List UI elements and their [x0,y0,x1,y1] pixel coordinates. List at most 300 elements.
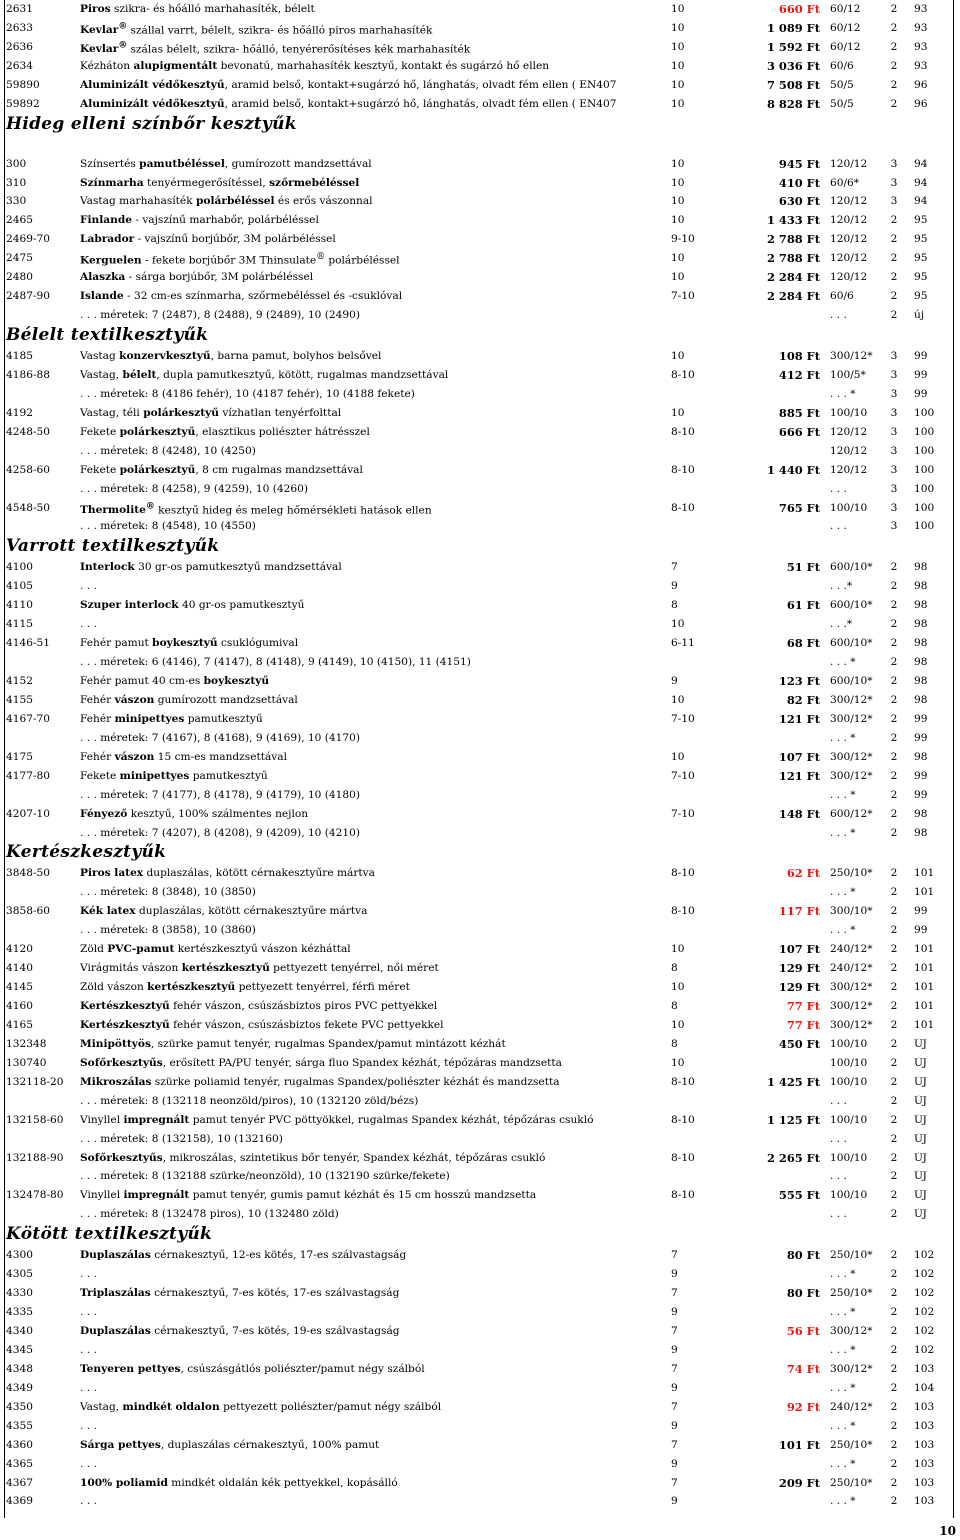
size-range: 10 [671,78,685,91]
product-description: Fehér vászon gumírozott mandzsettával [80,693,298,706]
table-row [4,653,954,672]
table-row [4,997,954,1016]
price: 68 Ft [786,636,820,651]
section-title: Hideg elleni színbőr kesztyűk [6,113,297,134]
price: 2 284 Ft [767,270,820,285]
price: 61 Ft [786,598,820,613]
price: 123 Ft [778,674,820,688]
price: 8 828 Ft [767,96,820,111]
protection-class: 2 [890,1094,898,1107]
product-description: Fehér pamut 40 cm-es boykesztyű [80,675,270,687]
packaging: 600/10* [830,637,873,650]
product-code: 4160 [6,1000,33,1012]
catalog-page: 102 [914,1343,935,1356]
protection-class: 2 [890,1495,898,1508]
table-row [4,442,954,461]
table-row [4,423,954,442]
protection-class: 2 [890,59,898,72]
product-description: . . . [80,1381,97,1394]
product-description: Piros szikra- és hőálló marhahasíték, bélelt [80,3,315,15]
protection-class: 2 [890,962,898,975]
product-description: Kék latex duplaszálas, kötött cérnakesztyűre mártva [80,905,368,918]
packaging: . . . * [830,1343,856,1356]
table-row [4,1474,954,1493]
price: 62 Ft [786,866,820,881]
product-description: Szuper interlock 40 gr-os pamutkesztyű [80,599,305,612]
price-list-rows [4,0,954,1511]
table-row [4,902,954,921]
protection-class: 2 [890,788,898,801]
catalog-page: 98 [914,618,928,631]
table-row [4,577,954,596]
packaging: 120/12 [830,252,868,265]
protection-class: 3 [890,501,898,514]
packaging: 60/12 [830,21,861,34]
product-code: 4192 [6,406,33,419]
catalog-page: 100 [914,482,935,495]
catalog-page: új [914,309,925,322]
catalog-page: 94 [914,157,928,170]
product-code: 300 [6,157,27,170]
packaging: 50/5 [830,97,854,110]
packaging: 300/12* [830,769,873,782]
product-code: 2633 [6,21,33,34]
protection-class: 2 [890,1419,898,1432]
product-description: Kézháton alupigmentált bevonatú, marhahasíték kesztyű, kontakt és sugárzó hő ellen [80,59,550,72]
table-row [4,1092,954,1111]
catalog-page: 101 [914,1018,935,1031]
product-code: 4350 [6,1400,33,1413]
product-code: 4355 [6,1419,33,1432]
catalog-page: 99 [914,712,928,725]
protection-class: 3 [890,482,898,495]
catalog-page: 98 [914,561,928,574]
protection-class: 3 [890,176,898,189]
packaging: 60/12 [830,40,861,53]
catalog-page: 103 [914,1438,935,1451]
packaging: 120/12 [830,444,868,457]
size-range: 10 [671,350,685,362]
table-row [4,940,954,959]
catalog-page: 101 [914,886,935,899]
product-description: Vastag, téli polárkesztyű vízhatlan tenyérfolttal [80,406,342,419]
size-range: 8-10 [671,905,695,918]
table-row [4,1205,954,1224]
table-row [4,1111,954,1130]
product-code: 132188-90 [6,1151,64,1164]
product-code: 4177-80 [6,769,51,782]
size-range: 9 [671,1419,678,1432]
protection-class: 2 [890,731,898,744]
size-range: 9 [671,1306,678,1319]
size-range: 8 [671,1000,678,1012]
packaging: 300/12* [830,981,873,994]
catalog-page: 100 [914,520,935,533]
catalog-page: 100 [914,501,935,514]
table-row [4,155,954,174]
catalog-page: 100 [914,406,935,419]
protection-class: 2 [890,78,898,91]
catalog-page: 101 [914,981,935,994]
price: 92 Ft [786,1399,820,1414]
protection-class: 2 [890,1151,898,1164]
section-heading [4,114,954,136]
product-description: Tenyeren pettyes, csúszásgátlós poliészter/pamut négy szálból [80,1362,425,1375]
price: 2 788 Ft [767,232,820,247]
size-range: 9 [671,675,678,687]
catalog-page: 98 [914,675,928,687]
catalog-page: 98 [914,807,928,820]
product-code: 4100 [6,561,33,574]
product-description: . . . méretek: 8 (4548), 10 (4550) [80,520,256,533]
product-code: 4105 [6,580,33,593]
table-row [4,1436,954,1455]
product-description: Zöld vászon kertészkesztyű pettyezett tenyérrel, férfi méret [80,981,410,994]
product-description: Interlock 30 gr-os pamutkesztyű mandzsettával [80,561,342,574]
packaging: 300/12* [830,1000,873,1012]
packaging: 240/12* [830,962,873,975]
catalog-page: 103 [914,1457,935,1470]
product-description: Sofőrkesztyűs, erősített PA/PU tenyér, sárga fluo Spandex kézhát, tépőzáras mandzsetta [80,1056,562,1069]
product-code: 4185 [6,350,33,362]
table-row [4,1379,954,1398]
protection-class: 2 [890,1037,898,1050]
table-row [4,1360,954,1379]
catalog-page: ÚJ [914,1075,927,1088]
product-code: 2487-90 [6,290,51,303]
product-description: Alaszka - sárga borjúbőr, 3M polárbéléssel [80,271,314,284]
catalog-page: 103 [914,1476,935,1489]
table-row [4,136,954,155]
price: 1 433 Ft [767,213,820,228]
catalog-page: 102 [914,1287,935,1300]
protection-class: 2 [890,599,898,612]
price: 107 Ft [778,749,820,764]
protection-class: 2 [890,1362,898,1375]
protection-class: 2 [890,1208,898,1221]
product-code: 2469-70 [6,233,51,246]
table-row [4,461,954,480]
catalog-page: 98 [914,750,928,763]
table-row [4,615,954,634]
table-row [4,1455,954,1474]
product-code: 2475 [6,252,33,265]
table-row [4,921,954,940]
catalog-page: ÚJ [914,1037,927,1050]
catalog-page: 98 [914,637,928,650]
catalog-page: 98 [914,693,928,706]
protection-class: 2 [890,1189,898,1202]
packaging: 100/5* [830,368,866,381]
price-list-table [4,0,954,1511]
table-row [4,76,954,95]
protection-class: 2 [890,1268,898,1281]
table-row [4,1284,954,1303]
protection-class: 2 [890,656,898,669]
product-code: 4120 [6,943,33,956]
product-code: 4155 [6,693,33,706]
catalog-page: 100 [914,425,935,438]
product-description: Fényező kesztyű, 100% szálmentes nejlon [80,807,309,820]
packaging: . . . * [830,826,856,839]
product-description: Kevlar® szállal varrt, bélelt, szikra- és hőálló piros marhahasíték [80,21,433,37]
protection-class: 2 [890,675,898,687]
price: 765 Ft [778,500,820,515]
packaging: 100/10 [830,1037,868,1050]
packaging: . . . [830,1208,847,1221]
size-range: 7 [671,1476,678,1489]
price: 209 Ft [778,1475,820,1490]
table-row [4,1303,954,1322]
packaging: 240/12* [830,943,873,956]
table-row [4,230,954,249]
price: 2 788 Ft [767,251,820,266]
packaging: 100/10 [830,1113,868,1126]
catalog-page: 99 [914,905,928,918]
product-code: 59892 [6,97,40,110]
protection-class: 2 [890,943,898,956]
protection-class: 3 [890,195,898,208]
product-description: Islande - 32 cm-es színmarha, szőrmebéléssel és -csuklóval [80,290,403,303]
product-code: 4145 [6,981,33,994]
table-row [4,558,954,577]
product-code: 132118-20 [6,1075,64,1088]
size-range: 10 [671,1018,685,1031]
price: 129 Ft [778,961,820,976]
protection-class: 2 [890,40,898,53]
protection-class: 2 [890,693,898,706]
catalog-page: 94 [914,176,928,189]
protection-class: 2 [890,1056,898,1069]
size-range: 10 [671,176,685,189]
size-range: 9 [671,580,678,593]
size-range: 7 [671,561,678,574]
product-code: 4305 [6,1268,33,1281]
catalog-page: 95 [914,233,928,246]
packaging: . . . [830,482,847,495]
protection-class: 2 [890,271,898,284]
size-range: 9 [671,1343,678,1356]
packaging: 100/10 [830,1151,868,1164]
product-description: . . . méretek: 8 (4258), 9 (4259), 10 (4260) [80,482,308,495]
packaging: 100/10 [830,1189,868,1202]
product-description: Aluminizált védőkesztyű, aramid belső, kontakt+sugárzó hő, lánghatás, olvadt fém ellen ( EN407 [80,78,617,91]
size-range: 7 [671,1325,678,1337]
product-code: 4548-50 [6,501,51,514]
catalog-page: 96 [914,78,928,91]
packaging: 60/6* [830,176,860,189]
packaging: . . . * [830,1457,856,1470]
product-description: Aluminizált védőkesztyű, aramid belső, kontakt+sugárzó hő, lánghatás, olvadt fém ellen ( EN407 [80,97,617,110]
table-row [4,306,954,325]
product-description: . . . méretek: 7 (4177), 8 (4178), 9 (4179), 10 (4180) [80,788,361,801]
product-description: . . . méretek: 8 (132188 szürke/neonzöld), 10 (132190 szürke/fekete) [80,1170,450,1183]
product-code: 4335 [6,1306,33,1319]
product-description: Duplaszálas cérnakesztyű, 12-es kötés, 17-es szálvastagság [80,1249,407,1262]
table-row [4,634,954,653]
product-code: 4367 [6,1476,33,1489]
product-description: . . . méretek: 8 (4186 fehér), 10 (4187 fehér), 10 (4188 fekete) [80,387,415,400]
price: 666 Ft [778,424,820,439]
table-row [4,959,954,978]
packaging: 100/10 [830,1056,868,1069]
product-description: Sofőrkesztyűs, mikroszálas, szintetikus bőr tenyér, Spandex kézhát, tépőzáras csukló [80,1151,546,1164]
packaging: . . . * [830,731,856,744]
price: 77 Ft [786,1017,820,1032]
catalog-page: 96 [914,97,928,110]
table-row [4,385,954,404]
packaging: 300/12* [830,1018,873,1031]
catalog-page: 103 [914,1495,935,1508]
catalog-page: 99 [914,731,928,744]
table-row [4,729,954,748]
protection-class: 2 [890,981,898,994]
product-description: . . . [80,1268,97,1281]
packaging: 250/10* [830,1249,873,1262]
product-description: Virágmitás vászon kertészkesztyű pettyezett tenyérrel, női méret [80,962,439,975]
packaging: . . . * [830,924,856,937]
price: 82 Ft [786,692,820,707]
product-code: 2465 [6,214,33,227]
table-row [4,38,954,57]
product-description: . . . méretek: 8 (4248), 10 (4250) [80,444,256,457]
product-code: 4248-50 [6,425,51,438]
price: 80 Ft [786,1286,820,1301]
product-code: 330 [6,195,27,208]
price: 885 Ft [778,405,820,420]
product-description: Kertészkesztyű fehér vászon, csúszásbiztos piros PVC pettyekkel [80,1000,438,1012]
size-range: 9 [671,1381,678,1394]
page-number: 10 [939,1524,956,1538]
product-description: Vinyllel impregnált pamut tenyér PVC pöttyökkel, rugalmas Spandex kézhát, tépőzáras csukló [80,1113,594,1126]
catalog-page: 93 [914,59,928,72]
protection-class: 3 [890,444,898,457]
packaging: . . . * [830,1495,856,1508]
product-code: 132478-80 [6,1189,64,1202]
packaging: 600/10* [830,675,873,687]
packaging: . . . [830,520,847,533]
packaging: 300/12* [830,693,873,706]
protection-class: 2 [890,561,898,574]
catalog-page: 102 [914,1325,935,1337]
product-description: Triplaszálas cérnakesztyű, 7-es kötés, 17-es szálvastagság [80,1287,400,1300]
product-description: Vastag konzervkesztyű, barna pamut, bolyhos belsővel [80,350,382,362]
packaging: 600/10* [830,561,873,574]
price: 1 592 Ft [767,39,820,54]
packaging: . . .* [830,618,853,631]
catalog-page: ÚJ [914,1132,927,1145]
price: 630 Ft [778,194,820,209]
packaging: 60/12 [830,3,861,15]
size-range: 8-10 [671,463,695,476]
packaging: . . .* [830,580,853,593]
product-code: 4167-70 [6,712,51,725]
protection-class: 3 [890,368,898,381]
protection-class: 2 [890,309,898,322]
product-code: 4369 [6,1495,33,1508]
table-row [4,1398,954,1417]
catalog-page: 102 [914,1306,935,1319]
packaging: 100/10 [830,501,868,514]
catalog-page: ÚJ [914,1170,927,1183]
size-range: 10 [671,195,685,208]
table-row [4,287,954,306]
product-description: Vinyllel impregnált pamut tenyér, gumis pamut kézhát és 15 cm hosszú mandzsetta [80,1189,537,1202]
protection-class: 2 [890,867,898,880]
catalog-page: 94 [914,195,928,208]
price: 1 125 Ft [767,1112,820,1127]
product-description: Fehér pamut boykesztyű csuklógumival [80,637,299,650]
size-range: 10 [671,943,685,956]
product-description: Vastag, mindkét oldalon pettyezett poliészter/pamut négy szálból [80,1400,442,1413]
price: 74 Ft [786,1361,820,1376]
catalog-page: 99 [914,924,928,937]
table-row [4,366,954,385]
size-range: 10 [671,21,685,34]
product-code: 3858-60 [6,905,51,918]
product-description: Piros latex duplaszálas, kötött cérnakesztyűre mártva [80,867,375,880]
product-code: 4345 [6,1343,33,1356]
price: 410 Ft [778,175,820,190]
packaging: 120/12 [830,195,868,208]
protection-class: 2 [890,1113,898,1126]
product-description: . . . méretek: 8 (132158), 10 (132160) [80,1132,283,1145]
catalog-page: 100 [914,444,935,457]
packaging: . . . [830,1094,847,1107]
packaging: 250/10* [830,1287,873,1300]
catalog-page: 98 [914,656,928,669]
table-row [4,1016,954,1035]
catalog-page: 103 [914,1419,935,1432]
product-code: 310 [6,176,27,189]
size-range: 8-10 [671,368,695,381]
table-row [4,748,954,767]
product-description: . . . méretek: 8 (3848), 10 (3850) [80,886,256,899]
product-description: Thermolite® kesztyű hideg és meleg hőmérsékleti hatások ellen [80,501,432,517]
table-row [4,978,954,997]
table-row [4,883,954,902]
product-code: 4300 [6,1249,33,1262]
packaging: 60/6 [830,59,854,72]
packaging: 60/6 [830,290,854,303]
size-range: 8-10 [671,1075,695,1088]
product-code: 2636 [6,40,33,53]
product-code: 4348 [6,1362,33,1375]
table-row [4,805,954,824]
table-row [4,0,954,19]
packaging: . . . * [830,1268,856,1281]
catalog-page: 104 [914,1381,935,1394]
packaging: . . . * [830,656,856,669]
price: 80 Ft [786,1248,820,1263]
protection-class: 3 [890,387,898,400]
packaging: 250/10* [830,867,873,880]
product-code: 4115 [6,618,33,631]
product-description: . . . [80,618,97,631]
table-row [4,1035,954,1054]
price: 412 Ft [778,367,820,382]
protection-class: 2 [890,1325,898,1337]
packaging: 50/5 [830,78,854,91]
price: 108 Ft [778,349,820,363]
product-description: Finlande - vajszínű marhabőr, polárbéléssel [80,214,319,227]
catalog-page: 98 [914,580,928,593]
product-code: 132348 [6,1037,47,1050]
size-range: 10 [671,1056,685,1069]
table-row [4,517,954,536]
catalog-page: 99 [914,769,928,782]
packaging: 100/10 [830,406,868,419]
